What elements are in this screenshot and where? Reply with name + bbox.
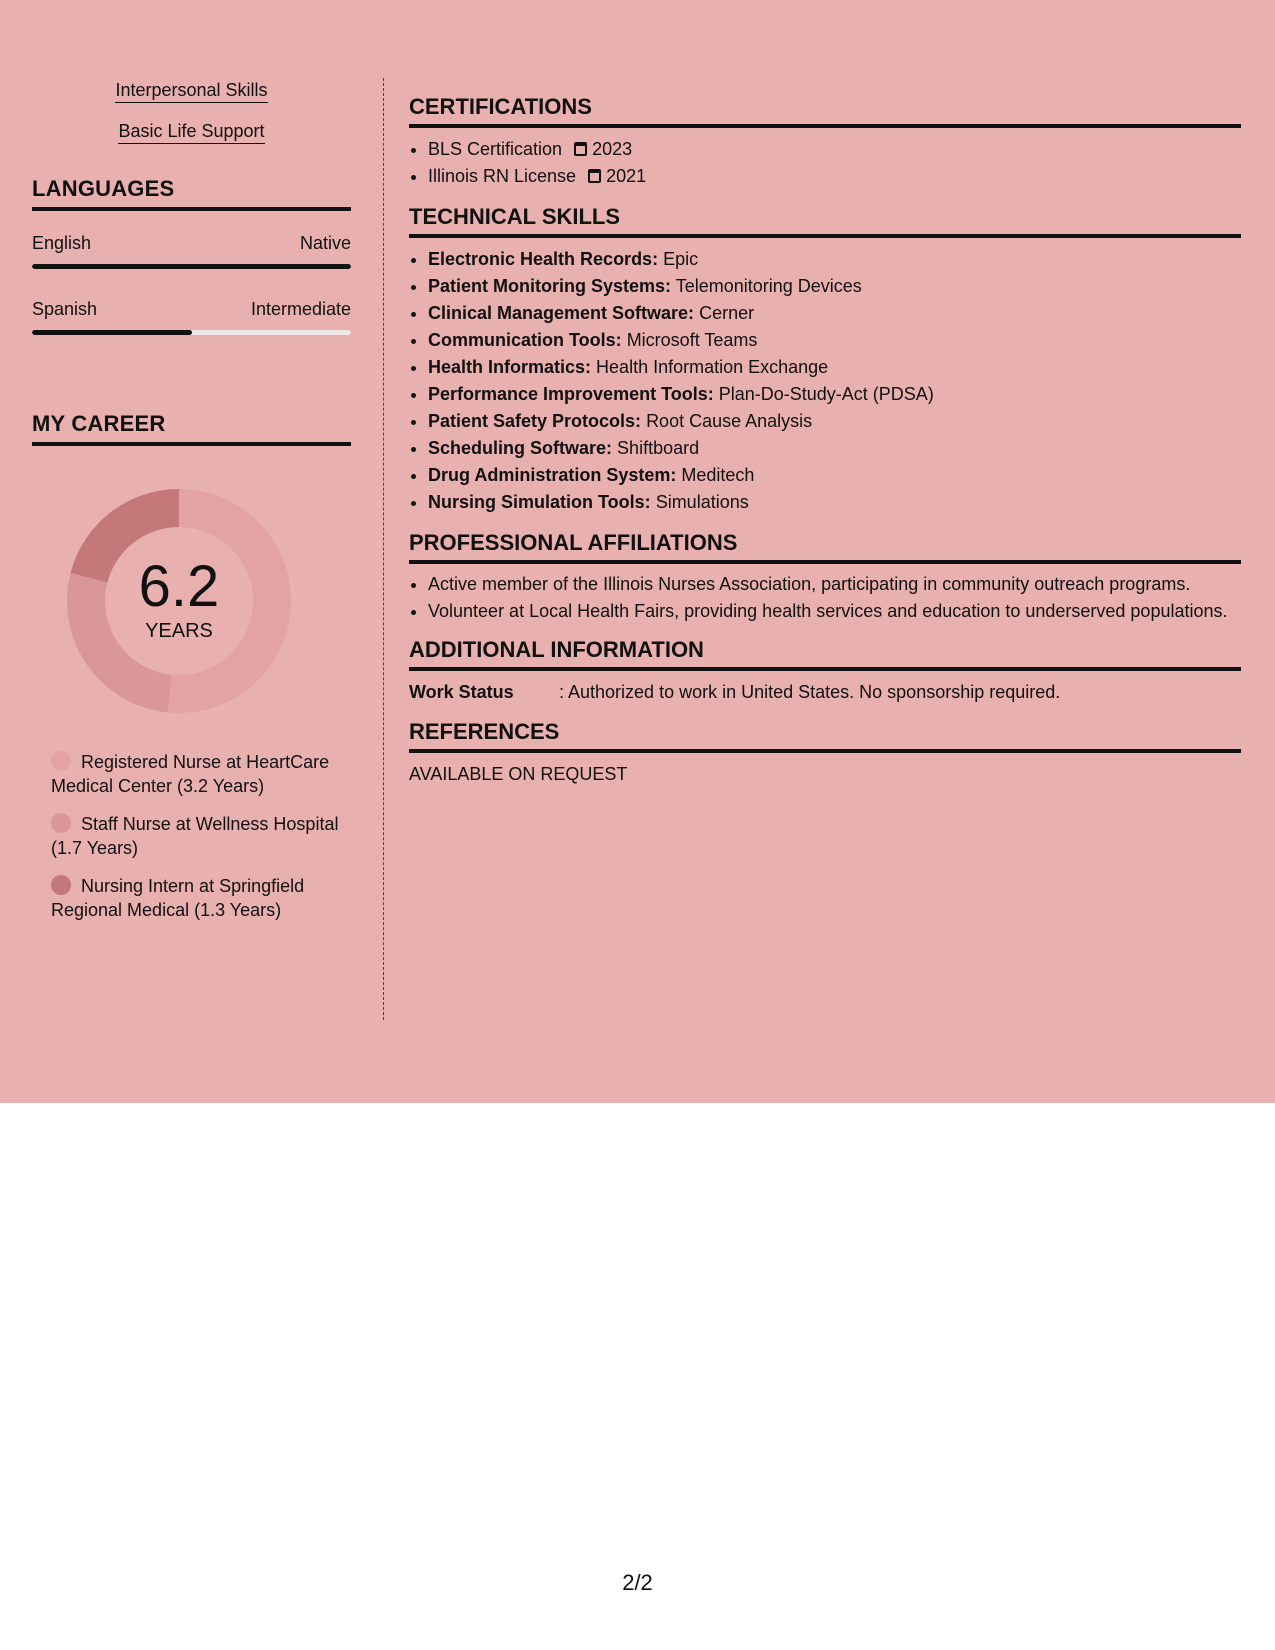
references-section [409,719,1241,787]
technical-skills-title: TECHNICAL SKILLS [409,204,1241,238]
technical-skill-item: • Drug Administration System: Meditech [428,462,1241,489]
additional-info-title: ADDITIONAL INFORMATION [409,637,1241,671]
calendar-icon [574,142,587,156]
affiliations-section [409,530,1241,623]
technical-skill-item: • Patient Safety Protocols: Root Cause Analysis [428,408,1241,435]
career-total-years: 6.2 [138,554,220,619]
certification-item: • Illinois RN License 2021 [428,163,1241,190]
work-status-label: Work Status [409,682,514,702]
column-divider [383,78,384,1020]
career-title: MY CAREER [32,411,351,446]
technical-skill-item: • Communication Tools: Microsoft Teams [428,327,1241,354]
skill-link-interpersonal[interactable]: Interpersonal Skills [32,80,351,101]
language-name: English [32,233,92,253]
language-english [32,233,351,269]
page-number: 2/2 [622,1570,653,1595]
language-spanish [32,299,351,335]
legend-item: Staff Nurse at Wellness Hospital (1.7 Years) [51,814,339,858]
language-level-bar [32,330,351,335]
languages-title: LANGUAGES [32,176,351,211]
language-level: Intermediate [250,299,351,319]
legend-item: Registered Nurse at HeartCare Medical Center (3.2 Years) [51,752,330,796]
legend-dot [51,875,71,895]
legend-dot [51,751,71,771]
references-text: AVAILABLE ON REQUEST [409,764,628,784]
technical-skill-item: • Scheduling Software: Shiftboard [428,435,1241,462]
technical-skills-section [409,204,1241,516]
career-legend [32,750,341,922]
language-name: Spanish [32,299,98,319]
legend-item: Nursing Intern at Springfield Regional Medical (1.3 Years) [51,876,305,920]
technical-skill-item: • Nursing Simulation Tools: Simulations [428,489,1241,516]
language-level-bar [32,264,351,269]
technical-skill-item: • Performance Improvement Tools: Plan-Do-Study-Act (PDSA) [428,381,1241,408]
career-years-unit: YEARS [145,620,213,642]
technical-skill-item: • Electronic Health Records: Epic [428,246,1241,273]
work-status-row [409,679,1241,705]
technical-skill-item: • Patient Monitoring Systems: Telemonitoring Devices [428,273,1241,300]
work-status-value: : Authorized to work in United States. No sponsorship required. [559,682,1061,702]
affiliation-item: • Active member of the Illinois Nurses Association, participating in community outreach programs. [428,572,1241,596]
legend-dot [51,813,71,833]
affiliation-item: • Volunteer at Local Health Fairs, providing health services and education to underserved populations. [428,599,1241,623]
technical-skill-item: • Clinical Management Software: Cerner [428,300,1241,327]
certifications-section [409,94,1241,190]
references-title: REFERENCES [409,719,1241,753]
language-level-fill [32,264,351,269]
career-donut-chart [66,488,292,714]
certification-item: • BLS Certification 2023 [428,136,1241,163]
language-level-fill [32,330,192,335]
skill-link-bls[interactable]: Basic Life Support [32,121,351,142]
calendar-icon [588,169,601,183]
certifications-title: CERTIFICATIONS [409,94,1241,128]
language-level: Native [299,233,351,253]
technical-skill-item: • Health Informatics: Health Information Exchange [428,354,1241,381]
affiliations-title: PROFESSIONAL AFFILIATIONS [409,530,1241,564]
left-column [32,80,351,936]
additional-info-section [409,637,1241,705]
right-column [409,94,1241,801]
